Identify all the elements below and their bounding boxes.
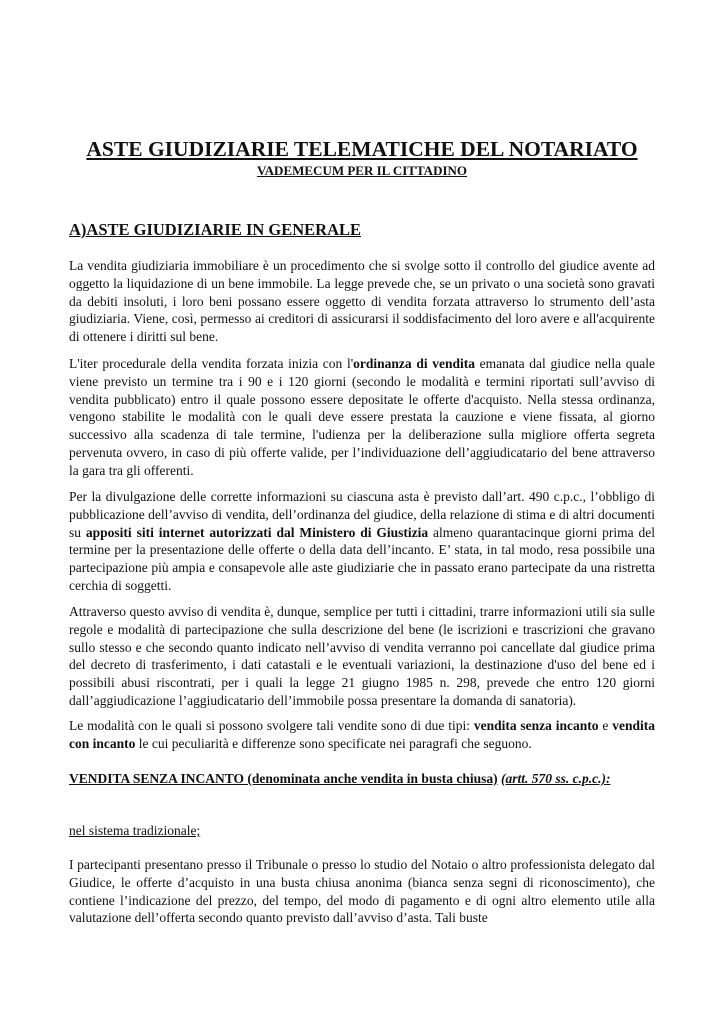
document-title: ASTE GIUDIZIARIE TELEMATICHE DEL NOTARIATO <box>86 137 638 161</box>
paragraph-intro: La vendita giudiziaria immobiliare è un procedimento che si svolge sotto il controllo del giudice avente ad oggetto la liquidazione di un bene immobile. La legge prevede che, se un privato o una società sono gravati da debiti insoluti, i loro beni possano essere oggetto di vendita forzata attraverso lo strumento dell’asta giudiziaria. Viene, così, permesso ai creditori di assicurarsi il soddisfacimento del loro avere e all'acquirente di ottenere i diritti sul bene. <box>69 258 655 345</box>
bold-con-incanto: vendita con incanto <box>69 718 655 751</box>
text-span: Le modalità con le quali si possono svolgere tali vendite sono di due tipi: <box>69 718 474 733</box>
document-subtitle: VADEMECUM PER IL CITTADINO <box>256 163 468 178</box>
text-span: le cui peculiarità e differenze sono specificate nei paragrafi che seguono. <box>135 735 532 751</box>
text-span: e <box>598 718 613 733</box>
paragraph-divulgazione <box>69 488 655 595</box>
text-span: Per la divulgazione delle corrette informazioni su ciascuna asta è previsto dall’art. 490 c.p.c., l’obbligo di pubblicazione dell’avviso di vendita, dell’ordinanza del giudice, della relazione di stima e di altri documenti su <box>69 489 655 540</box>
bold-ordinanza: ordinanza di vendita <box>353 356 475 371</box>
subsection-reference: (artt. 570 ss. c.p.c.): <box>500 771 611 786</box>
text-span: emanata dal giudice nella quale viene previsto un termine tra i 90 e i 120 giorni (secondo le modalità e termini riportati sull’avviso di vendita pubblicato) entro il quale possono essere depositate le offerte d'acquisto. Nella stessa ordinanza, vengono stabilite le modalità con le quali deve essere prestata la cauzione e viene fissata, al giorno successivo alla scadenza di tale termine, l'udienza per la deliberazione sulla migliore offerta segreta pervenuta ovvero, in caso di più offerte valide, per l’individuazione dell’aggiudicatario del bene attraverso la gara tra gli offerenti. <box>69 356 655 478</box>
bold-siti-internet: appositi siti internet autorizzati dal Ministero di Giustizia <box>85 524 429 540</box>
bold-senza-incanto: vendita senza incanto <box>473 718 599 733</box>
text-span: L'iter procedurale della vendita forzata inizia con l' <box>69 356 354 371</box>
text-span: almeno quarantacinque giorni prima del termine per la presentazione delle offerte o della data dell’incanto. E’ stata, in tal modo, resa possibile una partecipazione più ampia e consapevole alle aste giudiziarie che in passato erano partecipate da una ristretta cerchia di soggetti. <box>69 524 655 593</box>
subsection-heading <box>69 770 655 788</box>
subsection-title: VENDITA SENZA INCANTO (denominata anche vendita in busta chiusa) <box>69 771 498 786</box>
paragraph-modalita <box>69 717 655 753</box>
paragraph-iter <box>69 355 655 480</box>
paragraph-partecipanti: I partecipanti presentano presso il Tribunale o presso lo studio del Notaio o altro professionista delegato dal Giudice, le offerte d’acquisto in una busta chiusa anonima (bianca senza segni di riconoscimento), che contiene l’indicazione del prezzo, del tempo, del modo di pagamento e di ogni altro elemento utile alla valutazione dell’offerta secondo quanto previsto dall’avviso d’asta. Tali buste <box>69 857 655 926</box>
section-heading: A)ASTE GIUDIZIARIE IN GENERALE <box>69 220 362 239</box>
paragraph-avviso: Attraverso questo avviso di vendita è, dunque, semplice per tutti i cittadini, trarre informazioni utili sia sulle regole e modalità di partecipazione che sulla descrizione del bene (le iscrizioni e trascrizioni che gravano sullo stesso e che secondo quanto indicato nell’avviso di vendita verranno poi cancellate dal giudice prima del decreto di trasferimento, i dati catastali e le eventuali variazioni, la destinazione d'uso del bene ed i possibili abusi riscontrati, per i quali la legge 21 giugno 1985 n. 298, prevede che entro 120 giorni dall’aggiudicazione l’aggiudicatario dell’immobile possa presentare la domanda di sanatoria). <box>69 604 655 708</box>
minor-heading: nel sistema tradizionale; <box>69 823 201 838</box>
